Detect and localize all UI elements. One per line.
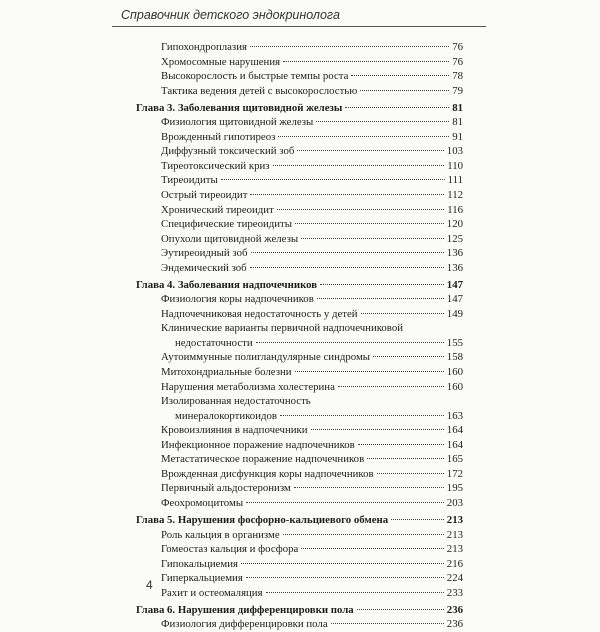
toc-entry — [161, 586, 463, 601]
toc-entry — [161, 307, 463, 322]
toc-leader-line — [161, 438, 463, 453]
dot-leader — [320, 284, 444, 285]
toc-page-number: 76 — [452, 41, 463, 53]
toc-entry — [161, 542, 463, 557]
toc-leader-line — [161, 159, 463, 174]
toc-entry-title: Гиперкальциемия — [161, 572, 243, 585]
toc-page-number: 147 — [446, 293, 463, 306]
toc-leader-line — [136, 603, 463, 618]
dot-leader — [294, 487, 444, 488]
toc-entry-title: Глава 3. Заболевания щитовидной железы — [136, 101, 343, 114]
toc-leader-line — [161, 481, 463, 496]
toc-leader-line — [161, 394, 463, 409]
toc-entry-title: Феохромоцитомы — [161, 496, 244, 509]
toc-entry-continuation — [175, 336, 463, 351]
toc-leader-line — [161, 69, 463, 84]
toc-entry — [161, 69, 463, 84]
toc-entry-title: Специфические тиреоидиты — [161, 218, 293, 231]
dot-leader — [273, 165, 445, 166]
dot-leader — [251, 252, 444, 253]
toc-entry — [161, 261, 463, 276]
toc-page-number: 136 — [446, 247, 463, 260]
dot-leader — [358, 444, 444, 445]
toc-entry-title: Кровоизлияния в надпочечники — [161, 424, 308, 437]
toc-entry-title: Изолированная недостаточность — [161, 395, 311, 408]
dot-leader — [373, 356, 444, 357]
dot-leader — [297, 150, 443, 151]
dot-leader — [345, 107, 449, 108]
dot-leader — [266, 592, 444, 593]
toc-entry-title: Гипокальциемия — [161, 557, 238, 570]
toc-entry — [161, 115, 463, 130]
toc-leader-line — [175, 409, 463, 424]
toc-chapter-heading — [136, 101, 463, 116]
toc-page-number: 213 — [446, 543, 463, 556]
toc-entry — [161, 571, 463, 586]
dot-leader — [316, 121, 449, 122]
toc-entry — [161, 350, 463, 365]
dot-leader — [280, 415, 444, 416]
toc-entry-title: Диффузный токсический зоб — [161, 145, 295, 158]
toc-leader-line — [161, 144, 463, 159]
toc-leader-line — [161, 557, 463, 572]
toc-entry — [161, 394, 463, 409]
dot-leader — [241, 563, 444, 564]
toc-entry — [161, 217, 463, 232]
toc-entry — [161, 292, 463, 307]
toc-chapter-heading — [136, 278, 463, 293]
toc-entry — [161, 557, 463, 572]
toc-leader-line — [161, 55, 463, 70]
dot-leader — [283, 61, 449, 62]
toc-entry-title: Тактика ведения детей с высокорослостью — [161, 84, 358, 97]
toc-leader-line — [161, 292, 463, 307]
toc-page-number: 125 — [446, 232, 463, 245]
toc-page-number: 172 — [446, 467, 463, 480]
toc-entry-title: Тиреотоксический криз — [161, 159, 270, 172]
dot-leader — [256, 342, 444, 343]
toc-entry — [161, 380, 463, 395]
toc-entry-title: Физиология щитовидной железы — [161, 116, 314, 129]
toc-page-number: 76 — [452, 55, 463, 68]
toc-page-number: 91 — [452, 130, 463, 143]
toc-page-number: 110 — [447, 159, 463, 172]
toc-entry — [161, 438, 463, 453]
toc-entry-title: минералокортикоидов — [175, 409, 277, 422]
toc-entry — [161, 423, 463, 438]
toc-entry-title: Митохондриальные болезни — [161, 366, 292, 379]
toc-entry-title: Врожденная дисфункция коры надпочечников — [161, 467, 374, 480]
toc-entry-title: Нарушения метаболизма холестерина — [161, 380, 335, 393]
toc-leader-line — [161, 617, 463, 632]
toc-leader-line — [161, 188, 463, 203]
toc-page-number: 78 — [452, 70, 463, 83]
dot-leader — [283, 534, 444, 535]
toc-page-number: 236 — [446, 618, 463, 631]
dot-leader — [250, 46, 449, 47]
toc-page-number: 158 — [446, 351, 463, 364]
toc-entry — [161, 528, 463, 543]
dot-leader — [331, 623, 444, 624]
toc-entry-title: Первичный альдостеронизм — [161, 482, 291, 495]
toc-entry-title: Физиология дифференцировки пола — [161, 618, 328, 631]
toc-entry — [161, 55, 463, 70]
toc-entry-title: Гипохондроплазия — [161, 41, 247, 53]
dot-leader — [277, 209, 444, 210]
dot-leader — [367, 458, 444, 459]
page-number: 4 — [146, 578, 153, 592]
toc-entry-title: Глава 6. Нарушения дифференцировки пола — [136, 603, 354, 616]
toc-leader-line — [161, 423, 463, 438]
dot-leader — [377, 473, 444, 474]
toc-entry — [161, 496, 463, 511]
toc-entry-title: Метастатическое поражение надпочечников — [161, 453, 365, 466]
toc-entry — [161, 159, 463, 174]
toc-chapter-heading — [136, 513, 463, 528]
toc-page-number: 81 — [452, 116, 463, 129]
toc-leader-line — [161, 467, 463, 482]
toc-leader-line — [161, 365, 463, 380]
toc-entry — [161, 130, 463, 145]
toc-leader-line — [161, 350, 463, 365]
toc-entry — [161, 188, 463, 203]
toc-entry-title: Глава 5. Нарушения фосфорно-кальциевого обмена — [136, 514, 389, 526]
toc-page-number: 164 — [446, 424, 463, 437]
toc-leader-line — [161, 321, 463, 336]
toc-page-number: 195 — [446, 482, 463, 495]
toc-entry-title: Рахит и остеомаляция — [161, 586, 263, 599]
toc-leader-line — [161, 173, 463, 188]
dot-leader — [295, 371, 444, 372]
toc-leader-line — [161, 217, 463, 232]
toc-entry-title: Хронический тиреоидит — [161, 203, 274, 216]
toc-entry-title: Глава 4. Заболевания надпочечников — [136, 278, 318, 291]
toc-page-number: 147 — [446, 278, 463, 291]
toc-leader-line — [161, 307, 463, 322]
dot-leader — [301, 238, 444, 239]
toc-leader-line — [161, 232, 463, 247]
toc-page-number: 203 — [446, 496, 463, 509]
toc-page-number: 111 — [447, 174, 463, 187]
toc-entry — [161, 232, 463, 247]
book-title: Справочник детского эндокринолога — [121, 8, 340, 22]
dot-leader — [250, 194, 444, 195]
dot-leader — [317, 298, 444, 299]
toc-entry — [161, 40, 463, 55]
toc-entry-title: Роль кальция в организме — [161, 528, 280, 541]
toc-entry — [161, 452, 463, 467]
toc-entry — [161, 365, 463, 380]
toc-page-number: 224 — [446, 572, 463, 585]
toc-leader-line — [175, 336, 463, 351]
table-of-contents — [0, 40, 600, 632]
toc-entry-title: Физиология коры надпочечников — [161, 293, 314, 306]
dot-leader — [301, 548, 443, 549]
toc-leader-line — [136, 513, 463, 528]
dot-leader — [311, 429, 444, 430]
dot-leader — [391, 519, 444, 520]
dot-leader — [360, 90, 449, 91]
toc-page-number: 163 — [446, 409, 463, 422]
toc-page-number: 120 — [446, 218, 463, 231]
dot-leader — [246, 577, 444, 578]
toc-leader-line — [161, 84, 463, 99]
toc-entry-title: Эндемический зоб — [161, 261, 247, 274]
toc-leader-line — [161, 261, 463, 276]
toc-entry-title: недостаточности — [175, 336, 253, 349]
toc-entry — [161, 481, 463, 496]
toc-leader-line — [161, 542, 463, 557]
toc-entry-title: Острый тиреоидит — [161, 188, 248, 201]
toc-entry-title: Инфекционное поражение надпочечников — [161, 438, 355, 451]
dot-leader — [246, 502, 444, 503]
toc-entry-title: Тиреоидиты — [161, 174, 218, 187]
toc-entry-title: Аутоиммунные полигландулярные синдромы — [161, 351, 371, 364]
toc-entry — [161, 203, 463, 218]
toc-leader-line — [161, 130, 463, 145]
toc-entry — [161, 467, 463, 482]
toc-page-number: 160 — [446, 380, 463, 393]
toc-entry — [161, 173, 463, 188]
toc-leader-line — [161, 496, 463, 511]
toc-leader-line — [136, 278, 463, 293]
toc-entry — [161, 246, 463, 261]
toc-entry-title: Врожденный гипотиреоз — [161, 130, 276, 143]
toc-page-number: 233 — [446, 586, 463, 599]
toc-entry — [161, 84, 463, 99]
toc-page-number: 136 — [446, 261, 463, 274]
toc-page-number: 79 — [452, 84, 463, 97]
dot-leader — [357, 609, 444, 610]
toc-entry-title: Хромосомные нарушения — [161, 55, 281, 68]
toc-leader-line — [161, 528, 463, 543]
dot-leader — [221, 179, 445, 180]
dot-leader — [278, 136, 449, 137]
toc-entry-title: Клинические варианты первичной надпочечниковой — [161, 322, 404, 335]
toc-leader-line — [136, 101, 463, 116]
toc-page-number: 213 — [446, 528, 463, 541]
toc-page-number: 81 — [452, 101, 463, 114]
running-header — [112, 4, 486, 27]
dot-leader — [338, 386, 444, 387]
toc-page-number: 103 — [446, 145, 463, 158]
toc-page-number: 116 — [447, 203, 463, 216]
toc-leader-line — [161, 586, 463, 601]
toc-page-number: 213 — [446, 514, 463, 526]
toc-entry — [161, 617, 463, 632]
toc-entry-title: Гомеостаз кальция и фосфора — [161, 543, 299, 556]
dot-leader — [361, 313, 444, 314]
toc-page-number: 155 — [446, 336, 463, 349]
toc-entry-title: Высокорослость и быстрые темпы роста — [161, 70, 349, 83]
toc-leader-line — [161, 380, 463, 395]
toc-leader-line — [161, 40, 463, 55]
dot-leader — [295, 223, 444, 224]
toc-entry-title: Надпочечниковая недостаточность у детей — [161, 307, 358, 320]
toc-page-number: 160 — [446, 366, 463, 379]
dot-leader — [351, 75, 449, 76]
dot-leader — [250, 267, 444, 268]
toc-entry-continuation — [175, 409, 463, 424]
toc-leader-line — [161, 115, 463, 130]
toc-leader-line — [161, 452, 463, 467]
toc-page-number: 236 — [446, 603, 463, 616]
toc-leader-line — [161, 203, 463, 218]
toc-chapter-heading — [136, 603, 463, 618]
toc-entry — [161, 321, 463, 336]
toc-entry-title: Эутиреоидный зоб — [161, 247, 248, 260]
toc-page-number: 164 — [446, 438, 463, 451]
toc-leader-line — [161, 571, 463, 586]
toc-page-number: 216 — [446, 557, 463, 570]
toc-page-number: 149 — [446, 307, 463, 320]
toc-page-number: 165 — [446, 453, 463, 466]
toc-leader-line — [161, 246, 463, 261]
toc-entry — [161, 144, 463, 159]
toc-entry-title: Опухоли щитовидной железы — [161, 232, 299, 245]
toc-page-number: 112 — [447, 188, 463, 201]
